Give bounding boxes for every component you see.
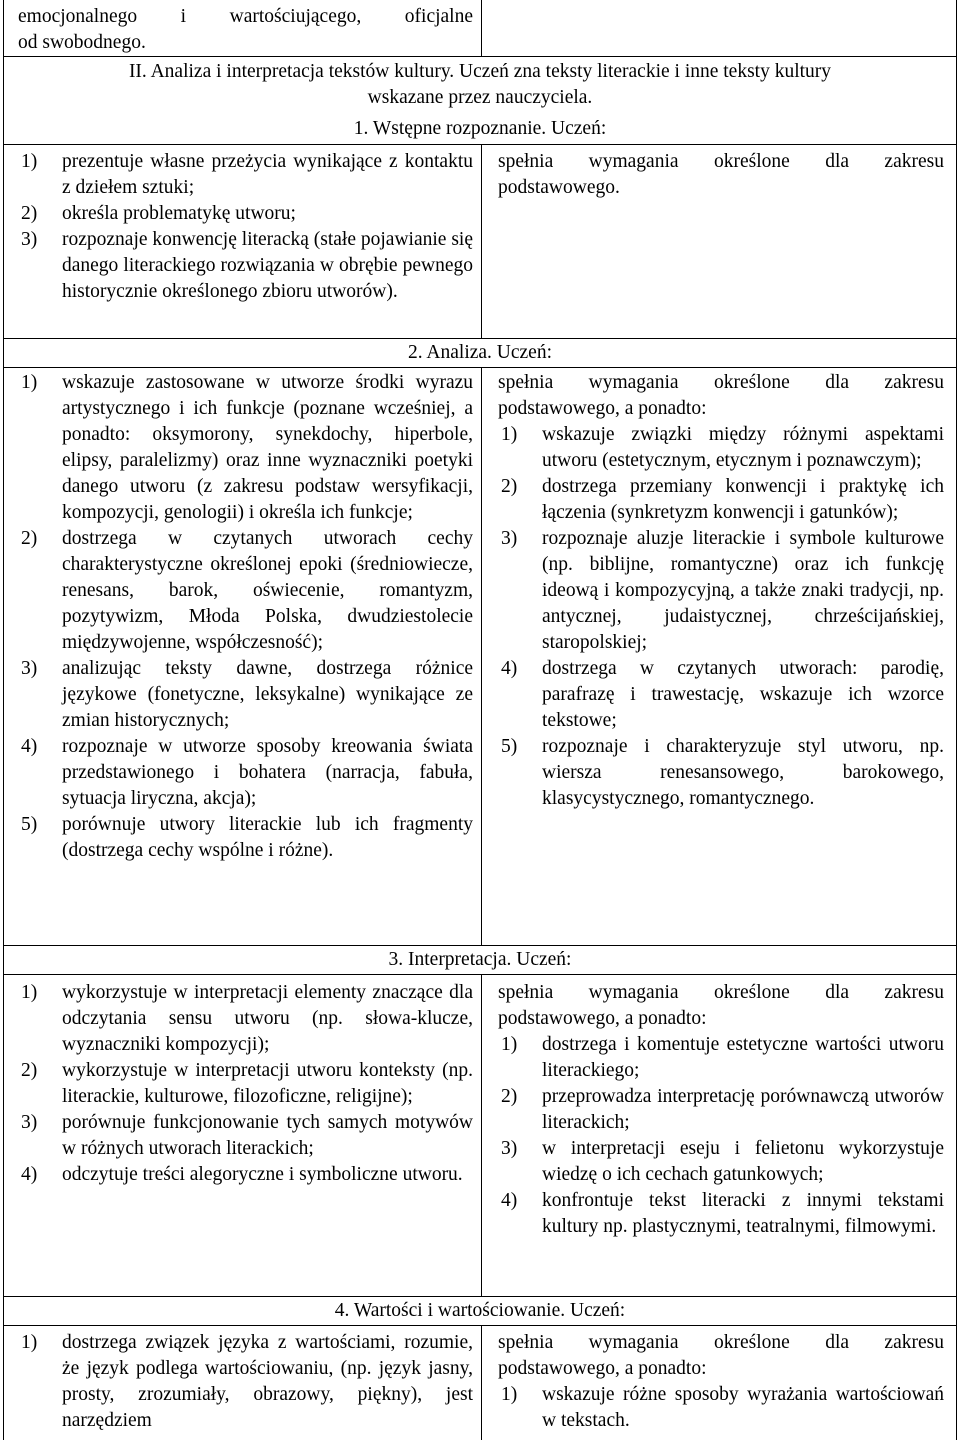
list-item — [498, 526, 944, 656]
list-item-text: dostrzega w czytanych utworach cechy charakterystyczne określonej epoki (średniowiecze, renesans, barok, oświecenie, romantyzm, pozytywizm, Młoda Polska, dwudziestolecie międzywojenne, współczesność); — [62, 528, 473, 653]
list-number: 1) — [21, 982, 38, 1003]
list-item-text: rozpoznaje konwencję literacką (stałe pojawianie się danego literackiego rozwiązania w obrębie pewnego historycznie określonego zbioru utworów). — [62, 229, 473, 302]
list-number: 4) — [501, 658, 518, 679]
list-item — [18, 370, 473, 526]
list-item-text: w interpretacji eseju i felietonu wykorzystuje wiedzę o ich cechach gatunkowych; — [542, 1138, 944, 1185]
list-item-text: wskazuje związki między różnymi aspektami utworu (estetycznym, etycznym i poznawczym); — [542, 424, 944, 471]
row-divider — [4, 945, 956, 946]
list-number: 1) — [21, 372, 38, 393]
section4-left-list — [18, 1330, 473, 1434]
section3-right-list — [498, 1032, 944, 1240]
list-item-text: rozpoznaje w utworze sposoby kreowania świata przedstawionego i bohatera (narracja, fabuła, sytuacja liryczna, akcja); — [62, 736, 473, 809]
list-number: 2) — [501, 476, 518, 497]
list-item — [18, 980, 473, 1058]
section-heading-line: II. Analiza i interpretacja tekstów kultury. Uczeń zna teksty literackie i inne teksty kultury — [128, 61, 832, 82]
section4-left-cell — [18, 1330, 473, 1434]
section3-left-cell — [18, 980, 473, 1188]
row-divider — [4, 974, 956, 975]
row-divider — [4, 56, 956, 57]
list-item-text: dostrzega i komentuje estetyczne wartości utworu literackiego; — [542, 1034, 944, 1081]
subsection-heading-1: 1. Wstępne rozpoznanie. Uczeń: — [353, 118, 607, 139]
list-number: 3) — [501, 528, 518, 549]
list-item-text: wskazuje zastosowane w utworze środki wyrazu artystycznego i ich funkcje (poznane wcześniej, a ponadto: oksymorony, synekdochy, hiperbole, elipsy, paralelizmy) oraz inne wyznaczniki poetyki danego utworu (z zakresu podstaw wersyfikacji, kompozycji, genologii) i określa ich funkcje; — [62, 372, 473, 523]
list-item-text: rozpoznaje aluzje literackie i symbole kulturowe (np. biblijne, romantyczne) oraz ich funkcję ideową i kompozycyjną, a także znaki tradycji, np. antycznej, judaistycznej, chrześcijańskiej, staropolskiej; — [542, 528, 944, 653]
subsection-heading-3: 3. Interpretacja. Uczeń: — [388, 949, 572, 970]
section4-right-list — [498, 1382, 944, 1434]
list-item — [498, 474, 944, 526]
list-item — [18, 734, 473, 812]
list-number: 2) — [501, 1086, 518, 1107]
list-item-text: dostrzega przemiany konwencji i praktykę ich łączenia (synkretyzm konwencji i gatunków); — [542, 476, 944, 523]
row-divider — [4, 1325, 956, 1326]
list-number: 4) — [21, 736, 38, 757]
list-number: 1) — [21, 151, 38, 172]
list-number: 3) — [21, 658, 38, 679]
row-divider — [4, 144, 956, 145]
list-item-text: przeprowadza interpretację porównawczą utworów literackich; — [542, 1086, 944, 1133]
list-item — [498, 734, 944, 812]
list-item — [498, 1382, 944, 1434]
row-divider — [4, 1296, 956, 1297]
list-number: 5) — [501, 736, 518, 757]
list-item — [18, 201, 473, 227]
list-item-text: wykorzystuje w interpretacji elementy znaczące dla odczytania sensu utworu (np. słowa-klucze, wyznaczniki kompozycji); — [62, 982, 473, 1055]
list-item-text: konfrontuje tekst literacki z innymi tekstami kultury np. plastycznymi, teatralnymi, filmowymi. — [542, 1190, 944, 1237]
right-intro: spełnia wymagania określone dla zakresu podstawowego, a ponadto: — [498, 982, 944, 1029]
list-number: 4) — [21, 1164, 38, 1185]
curriculum-table — [3, 0, 957, 1440]
list-item-text: analizując teksty dawne, dostrzega różnice językowe (fonetyczne, leksykalne) wynikające ze zmian historycznych; — [62, 658, 473, 731]
list-number: 3) — [501, 1138, 518, 1159]
list-number: 2) — [21, 203, 38, 224]
section4-right-cell — [498, 1330, 944, 1434]
right-intro: spełnia wymagania określone dla zakresu podstawowego, a ponadto: — [498, 372, 944, 419]
list-item-text: porównuje funkcjonowanie tych samych motywów w różnych utworach literackich; — [62, 1112, 473, 1159]
list-item-text: odczytuje treści alegoryczne i symboliczne utworu. — [62, 1164, 463, 1185]
list-item — [498, 1084, 944, 1136]
column-divider — [481, 1325, 482, 1440]
column-divider — [481, 0, 482, 56]
section-heading-line: wskazane przez nauczyciela. — [367, 87, 593, 108]
list-number: 1) — [501, 1384, 518, 1405]
section2-left-list — [18, 370, 473, 864]
list-item — [18, 149, 473, 201]
list-item — [498, 422, 944, 474]
top-left-cell — [18, 4, 473, 56]
list-item-text: dostrzega w czytanych utworach: parodię, parafrazę i trawestację, wskazuje ich wzorce tekstowe; — [542, 658, 944, 731]
section1-left-list — [18, 149, 473, 305]
section1-left-cell — [18, 149, 473, 305]
section1-right-cell: spełnia wymagania określone dla zakresu podstawowego. — [498, 151, 944, 198]
list-item — [498, 1032, 944, 1084]
list-item-text: określa problematykę utworu; — [62, 203, 296, 224]
list-item — [18, 1058, 473, 1110]
list-number: 1) — [501, 1034, 518, 1055]
list-item — [18, 1110, 473, 1162]
list-number: 5) — [21, 814, 38, 835]
list-item-text: wskazuje różne sposoby wyrażania wartościowań w tekstach. — [542, 1384, 944, 1431]
list-number: 2) — [21, 528, 38, 549]
list-item-text: rozpoznaje i charakteryzuje styl utworu, np. wiersza renesansowego, barokowego, klasycystycznego, romantycznego. — [542, 736, 944, 809]
row-divider — [4, 367, 956, 368]
subsection-heading-4: 4. Wartości i wartościowanie. Uczeń: — [334, 1300, 626, 1321]
list-number: 1) — [21, 1332, 38, 1353]
section2-right-list — [498, 422, 944, 812]
top-left-line: od swobodnego. — [18, 32, 146, 53]
column-divider — [481, 144, 482, 338]
list-item — [18, 812, 473, 864]
list-item-text: porównuje utwory literackie lub ich fragmenty (dostrzega cechy wspólne i różne). — [62, 814, 473, 861]
section3-left-list — [18, 980, 473, 1188]
list-item — [498, 1188, 944, 1240]
top-left-line: emocjonalnego i wartościującego, oficjalne — [18, 6, 473, 27]
list-item-text: wykorzystuje w interpretacji utworu konteksty (np. literackie, kulturowe, filozoficzne, religijne); — [62, 1060, 473, 1107]
subsection-heading-2: 2. Analiza. Uczeń: — [407, 342, 553, 363]
list-number: 1) — [501, 424, 518, 445]
list-number: 2) — [21, 1060, 38, 1081]
section-heading — [4, 59, 956, 111]
list-item — [498, 656, 944, 734]
list-item — [18, 1330, 473, 1434]
list-number: 3) — [21, 1112, 38, 1133]
list-item — [498, 1136, 944, 1188]
column-divider — [481, 367, 482, 945]
list-number: 4) — [501, 1190, 518, 1211]
list-item-text: dostrzega związek języka z wartościami, rozumie, że język podlega wartościowaniu, (np. język jasny, prosty, zrozumiały, obrazowy, piękny), jest narzędziem — [62, 1332, 473, 1431]
row-divider — [4, 338, 956, 339]
list-item-text: prezentuje własne przeżycia wynikające z kontaktu z dziełem sztuki; — [62, 151, 473, 198]
section2-right-cell — [498, 370, 944, 812]
section2-left-cell — [18, 370, 473, 864]
list-item — [18, 1162, 473, 1188]
right-intro: spełnia wymagania określone dla zakresu podstawowego, a ponadto: — [498, 1332, 944, 1379]
list-item — [18, 227, 473, 305]
column-divider — [481, 974, 482, 1296]
list-number: 3) — [21, 229, 38, 250]
list-item — [18, 656, 473, 734]
section3-right-cell — [498, 980, 944, 1240]
list-item — [18, 526, 473, 656]
